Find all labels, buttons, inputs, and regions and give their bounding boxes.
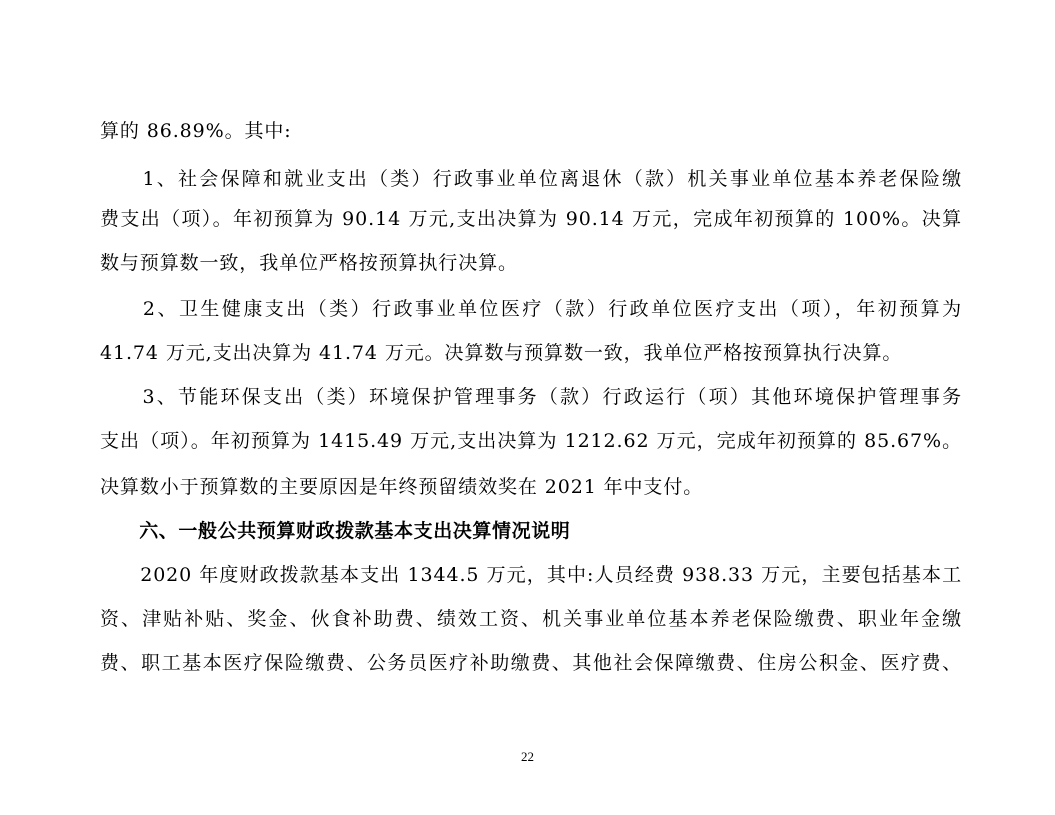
paragraph-line: 3、节能环保支出（类）环境保护管理事务（款）行政运行（项）其他环境保护管理事务 xyxy=(100,386,962,408)
paragraph-line: 1、社会保障和就业支出（类）行政事业单位离退休（款）机关事业单位基本养老保险缴 xyxy=(100,168,962,190)
section-heading: 六、一般公共预算财政拨款基本支出决算情况说明 xyxy=(100,520,571,542)
paragraph-line: 2、卫生健康支出（类）行政事业单位医疗（款）行政单位医疗支出（项），年初预算为 xyxy=(100,298,962,320)
paragraph-line: 2020 年度财政拨款基本支出 1344.5 万元，其中:人员经费 938.33 万元，主要包括基本工 xyxy=(100,564,962,586)
paragraph-line: 41.74 万元,支出决算为 41.74 万元。决算数与预算数一致，我单位严格按预算执行决算。 xyxy=(100,342,903,364)
paragraph-line: 费、职工基本医疗保险缴费、公务员医疗补助缴费、其他社会保障缴费、住房公积金、医疗费、 xyxy=(100,652,962,674)
paragraph-line: 资、津贴补贴、奖金、伙食补助费、绩效工资、机关事业单位基本养老保险缴费、职业年金缴 xyxy=(100,608,962,630)
paragraph-line: 费支出（项）。年初预算为 90.14 万元,支出决算为 90.14 万元，完成年初预算的 100%。决算 xyxy=(100,208,962,230)
paragraph-line: 数与预算数一致，我单位严格按预算执行决算。 xyxy=(100,252,518,274)
paragraph-line: 决算数小于预算数的主要原因是年终预留绩效奖在 2021 年中支付。 xyxy=(100,476,704,498)
paragraph-line: 算的 86.89%。其中: xyxy=(100,120,292,142)
page-number: 22 xyxy=(521,749,534,764)
paragraph-line: 支出（项）。年初预算为 1415.49 万元,支出决算为 1212.62 万元，完成年初预算的 85.67%。 xyxy=(100,430,962,452)
